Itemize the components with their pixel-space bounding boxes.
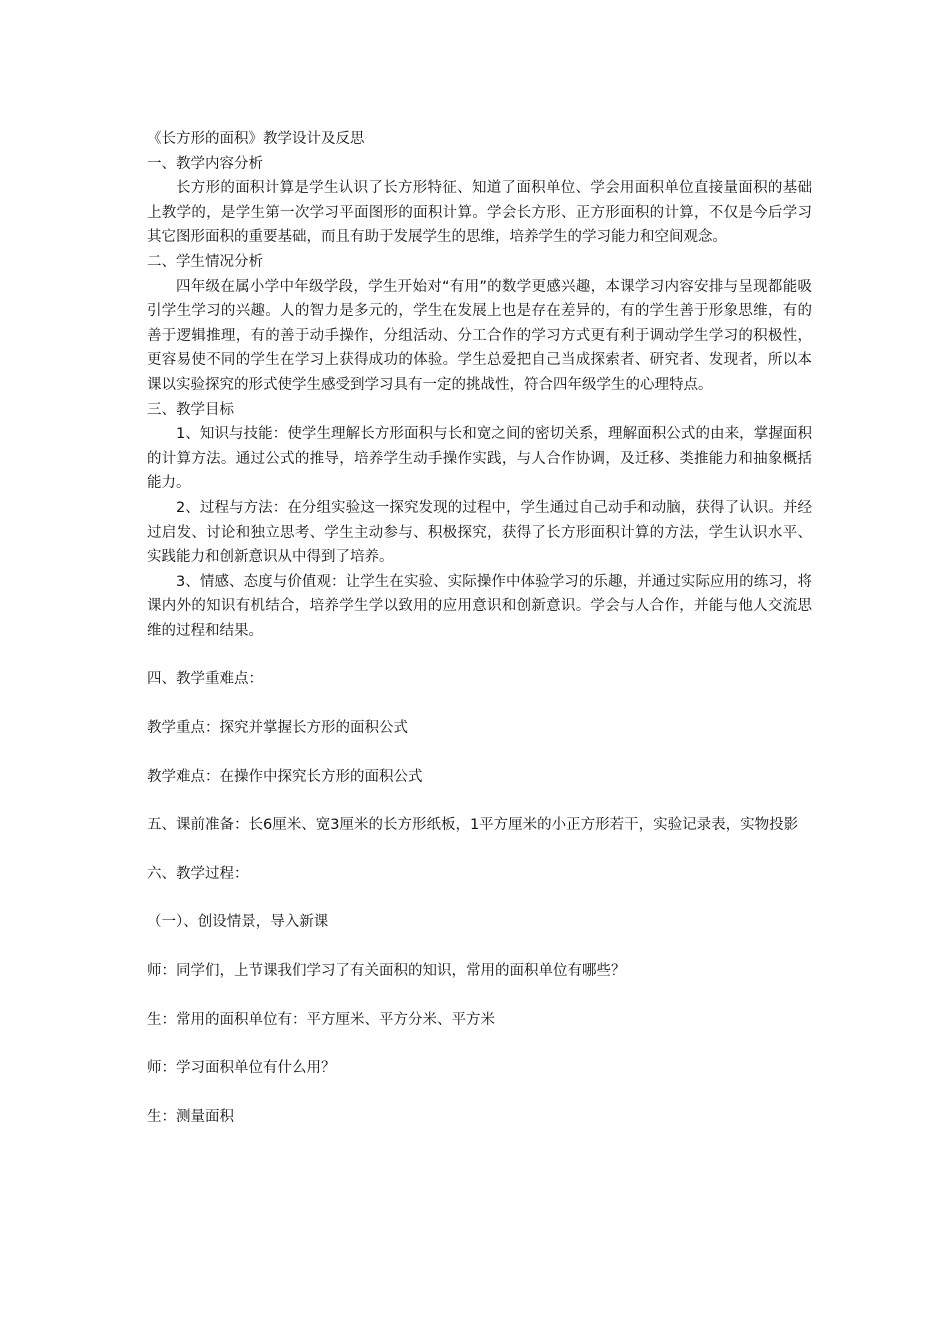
goal-emotion-attitude: 3、情感、态度与价值观：让学生在实验、实际操作中体验学习的乐趣，并通过实际应用的练习，将课内外的知识有机结合，培养学生学以致用的应用意识和创新意识。学会与人合作，并能与他人交流思维的过程和结果。 [147,573,812,639]
key-point: 教学重点：探究并掌握长方形的面积公式 [147,720,408,737]
section5-preparation: 五、课前准备：长6厘米、宽3厘米的长方形纸板，1平方厘米的小正方形若干，实验记录表，实物投影 [147,817,799,834]
dialog-line: 师：学习面积单位有什么用？ [147,1060,336,1077]
section6-heading: 六、教学过程： [147,865,249,882]
document-title: 《长方形的面积》教学设计及反思 [147,131,365,147]
dialog-line: 生：常用的面积单位有：平方厘米、平方分米、平方米 [147,1011,495,1028]
section1-heading: 一、教学内容分析 [147,155,263,172]
dialog-line: 生：测量面积 [147,1108,234,1125]
section1-paragraph: 长方形的面积计算是学生认识了长方形特征、知道了面积单位、学会用面积单位直接量面积的基础上教学的，是学生第一次学习平面图形的面积计算。学会长方形、正方形面积的计算，不仅是今后学习其它图形面积的重要基础，而且有助于发展学生的思维，培养学生的学习能力和空间观念。 [147,180,812,246]
section3-heading: 三、教学目标 [147,401,234,418]
section2-paragraph: 四年级在属小学中年级学段，学生开始对“有用”的数学更感兴趣，本课学习内容安排与呈现都能吸引学生学习的兴趣。人的智力是多元的，学生在发展上也是存在差异的，有的学生善于形象思维，有的善于逻辑推理，有的善于动手操作，分组活动、分工合作的学习方式更有利于调动学生学习的积极性，更容易使不同的学生在学习上获得成功的体验。学生总爱把自己当成探索者、研究者、发现者，所以本课以实验探究的形式使学生感受到学习具有一定的挑战性，符合四年级学生的心理特点。 [147,278,812,393]
goal-process-methods: 2、过程与方法：在分组实验这一探究发现的过程中，学生通过自己动手和动脑，获得了认识。并经过启发、讨论和独立思考、学生主动参与、积极探究，获得了长方形面积计算的方法，学生认识水平、实践能力和创新意识从中得到了培养。 [147,499,812,566]
section2-heading: 二、学生情况分析 [147,253,263,270]
section6-sub1: （一）、创设情景，导入新课 [147,914,329,931]
dialog-line: 师：同学们，上节课我们学习了有关面积的知识，常用的面积单位有哪些？ [147,963,626,980]
difficulty-point: 教学难点：在操作中探究长方形的面积公式 [147,768,423,785]
goal-knowledge-skills: 1、知识与技能：使学生理解长方形面积与长和宽之间的密切关系，理解面积公式的由来，掌握面积的计算方法。通过公式的推导，培养学生动手操作实践，与人合作协调，及迁移、类推能力和抽象概括能力。 [147,426,812,492]
section4-heading: 四、教学重难点： [147,671,263,688]
document-body [147,127,812,1129]
